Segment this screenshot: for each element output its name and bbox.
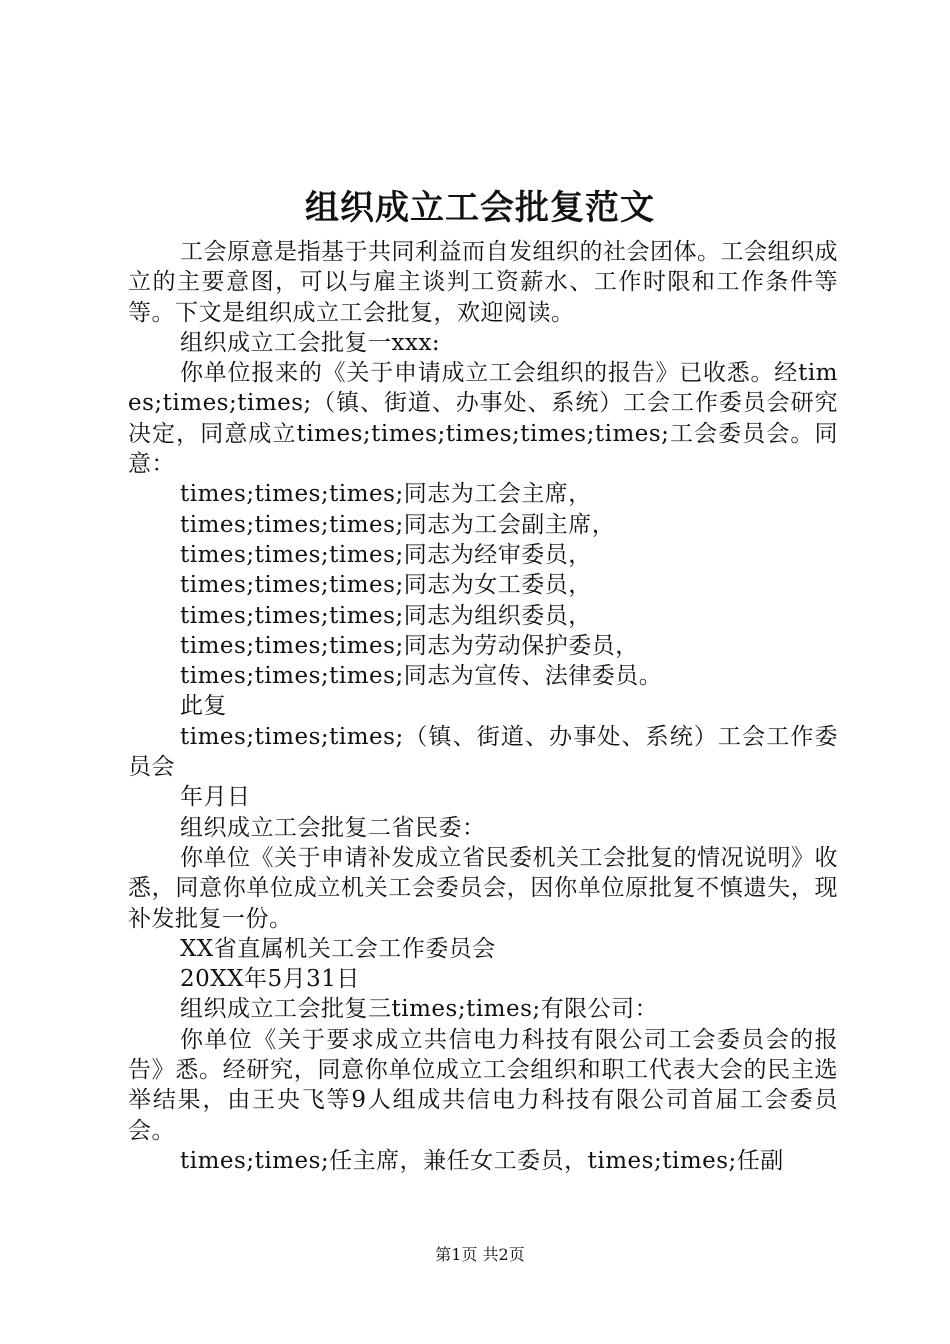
- paragraph: 组织成立工会批复一xxx:: [180, 329, 441, 356]
- paragraph: XX省直属机关工会工作委员会: [180, 935, 496, 962]
- paragraph: times;times;任主席，兼任女工委员，times;times;任副: [180, 1147, 784, 1174]
- paragraph: 组织成立工会批复三times;times;有限公司：: [180, 996, 659, 1023]
- document-body: [128, 237, 838, 1176]
- paragraph: times;times;times;同志为工会主席，: [180, 481, 592, 508]
- paragraph: times;times;times;同志为女工委员，: [180, 572, 592, 599]
- paragraph: 工会原意是指基于共同利益而自发组织的社会团体。工会组织成立的主要意图，可以与雇主谈判工资薪水、工作时限和工作条件等等。下文是组织成立工会批复，欢迎阅读。: [128, 239, 838, 326]
- paragraph: 此复: [180, 693, 227, 720]
- paragraph: 你单位《关于申请补发成立省民委机关工会批复的情况说明》收悉，同意你单位成立机关工会委员会，因你单位原批复不慎遗失，现补发批复一份。: [128, 844, 838, 932]
- paragraph: times;times;times;同志为劳动保护委员，: [180, 632, 639, 659]
- paragraph: times;times;times;（镇、街道、办事处、系统）工会工作委员会: [128, 723, 838, 781]
- paragraph: 你单位《关于要求成立共信电力科技有限公司工会委员会的报告》悉。经研究，同意你单位成立工会组织和职工代表大会的民主选举结果，由王央飞等9人组成共信电力科技有限公司首届工会委员会。: [128, 1026, 838, 1144]
- paragraph: 20XX年5月31日: [180, 966, 360, 993]
- paragraph: 组织成立工会批复二省民委：: [180, 814, 486, 841]
- paragraph: times;times;times;同志为工会副主席，: [180, 511, 616, 538]
- paragraph: times;times;times;同志为经审委员，: [180, 541, 592, 568]
- paragraph: times;times;times;同志为宣传、法律委员。: [180, 663, 663, 690]
- page-footer: 第1页 共2页: [435, 1245, 525, 1264]
- paragraph: times;times;times;同志为组织委员，: [180, 602, 592, 629]
- paragraph: 年月日: [180, 784, 251, 811]
- paragraph: 你单位报来的《关于申请成立工会组织的报告》已收悉。经times;times;times;（镇、街道、办事处、系统）工会工作委员会研究决定，同意成立times;times;times;times;times;工会委员会。同意：: [128, 360, 838, 478]
- document-title: 组织成立工会批复范文: [305, 188, 655, 228]
